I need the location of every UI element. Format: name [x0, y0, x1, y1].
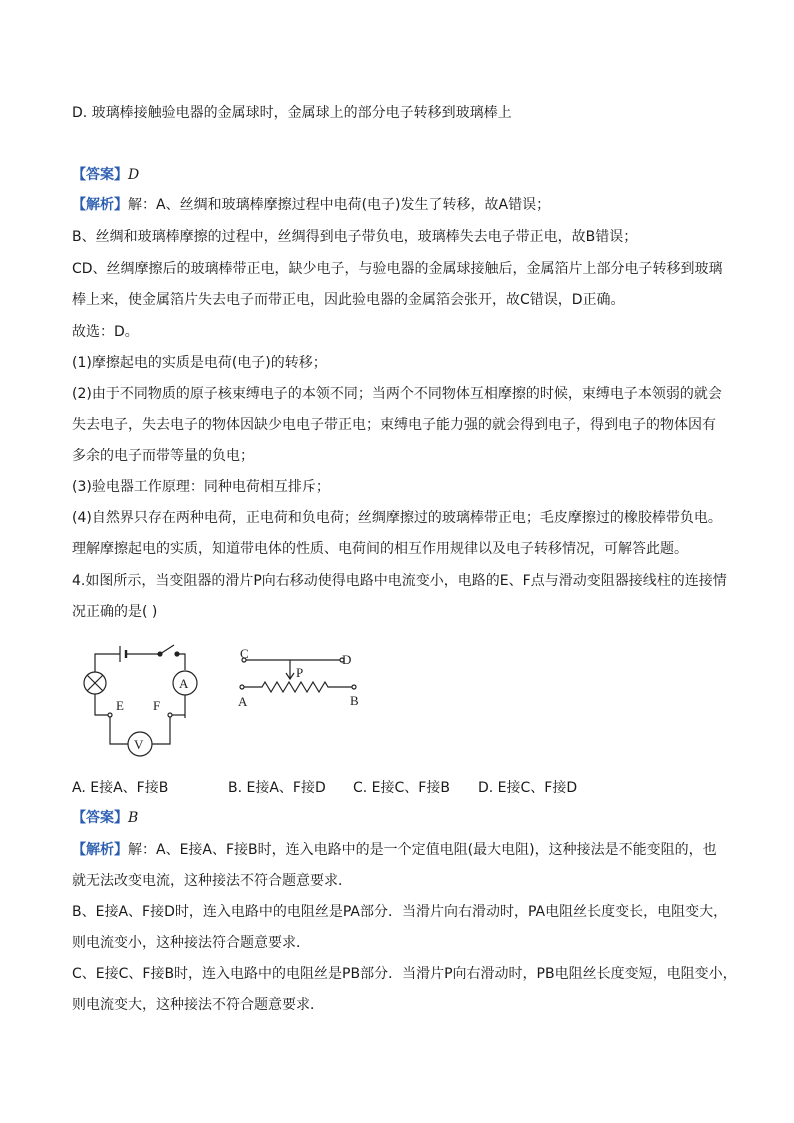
label-a: A: [238, 694, 248, 709]
q4-analysis-line: 解：A、E接A、F接B时，连入电路中的是一个定值电阻(最大电阻)，这种接法是不能变阻的，也: [128, 842, 717, 858]
q4-stem-line: 4.如图所示，当变阻器的滑片P向右移动使得电路中电流变小，电路的E、F点与滑动变阻器接线柱的连接情: [72, 573, 727, 589]
label-b: B: [350, 693, 359, 708]
label-p: P: [296, 665, 304, 680]
q4-answer-tag: 【答案】: [72, 810, 128, 826]
q4-analysis-line: 就无法改变电流，这种接法不符合题意要求．: [72, 873, 352, 889]
q3-analysis-line: (2)由于不同物质的原子核束缚电子的本领不同；当两个不同物体互相摩擦的时候，束缚电子本领弱的就会: [72, 386, 722, 402]
q3-analysis-first-line: [72, 195, 550, 215]
q4-analysis-line: B、E接A、F接D时，连入电路中的电阻丝是PA部分．当滑片向右滑动时，PA电阻丝长度变长，电阻变大，: [72, 904, 728, 920]
q4-analysis-line: 则电流变大，这种接法不符合题意要求．: [72, 997, 324, 1013]
q3-option-d: D. 玻璃棒接触验电器的金属球时，金属球上的部分电子转移到玻璃棒上: [72, 105, 512, 121]
q4-analysis-tag: 【解析】: [72, 842, 128, 858]
label-f: F: [153, 698, 161, 713]
q3-analysis-tag: 【解析】: [72, 197, 128, 213]
switch-blade: [160, 645, 174, 654]
q3-answer: D: [128, 167, 140, 183]
q4-analysis-line: C、E接C、F接B时，连入电路中的电阻丝是PB部分．当滑片P向右滑动时，PB电阻丝长度变短，电阻变小，: [72, 966, 737, 982]
q4-analysis-line: 则电流变小，这种接法符合题意要求．: [72, 935, 310, 951]
q3-analysis-line: 棒上来，使金属箔片失去电子而带正电，因此验电器的金属箔会张开，故C错误，D正确。: [72, 292, 625, 308]
q3-analysis-line: B、丝绸和玻璃棒摩擦的过程中，丝绸得到电子带负电，玻璃棒失去电子带正电，故B错误；: [72, 229, 638, 245]
q3-analysis-line: 故选：D。: [72, 324, 139, 340]
q3-answer-tag: 【答案】: [72, 167, 128, 183]
terminal-f: [168, 713, 172, 717]
q4-option-b: B. E接A、F接D: [228, 780, 326, 796]
q4-option-d: D. E接C、F接D: [478, 780, 578, 796]
q4-option-c: C. E接C、F接B: [353, 780, 450, 796]
label-e: E: [116, 698, 124, 713]
q3-answer-row: [72, 165, 139, 185]
terminal-a: [240, 685, 244, 689]
q3-analysis-line: (3)验电器工作原理：同种电荷相互排斥；: [72, 479, 330, 495]
q3-analysis-line: CD、丝绸摩擦后的玻璃棒带正电，缺少电子，与验电器的金属球接触后，金属箔片上部分电子转移到玻璃: [72, 261, 723, 277]
q4-answer-row: [72, 808, 138, 828]
ammeter-label: A: [179, 676, 189, 691]
q4-stem-line: 况正确的是( ): [72, 604, 158, 620]
terminal-b: [352, 685, 356, 689]
label-c: C: [240, 646, 249, 661]
label-d: D: [342, 652, 352, 667]
circuit-figure: [70, 640, 380, 765]
q4-answer: B: [128, 810, 139, 826]
q3-analysis-line: 理解摩擦起电的实质，知道带电体的性质、电荷间的相互作用规律以及电子转移情况，可解答此题。: [72, 541, 688, 557]
terminal-e: [108, 713, 112, 717]
q3-analysis-line: 失去电子，失去电子的物体因缺少电电子带正电；束缚电子能力强的就会得到电子，得到电子的物体因有: [72, 417, 716, 433]
voltmeter-label: V: [134, 737, 144, 752]
switch-contact: [175, 652, 179, 656]
q3-analysis-line: (1)摩擦起电的实质是电荷(电子)的转移；: [72, 355, 327, 371]
q3-analysis-line: 解：A、丝绸和玻璃棒摩擦过程中电荷(电子)发生了转移，故A错误；: [128, 197, 551, 213]
q4-option-a: A. E接A、F接B: [72, 780, 169, 796]
q3-analysis-line: 多余的电子而带等量的负电；: [72, 448, 254, 464]
q4-analysis-first-line: [72, 840, 717, 860]
resistance-coil: [244, 682, 352, 692]
q3-analysis-line: (4)自然界只存在两种电荷，正电荷和负电荷；丝绸摩擦过的玻璃棒带正电；毛皮摩擦过的橡胶棒带负电。: [72, 510, 722, 526]
